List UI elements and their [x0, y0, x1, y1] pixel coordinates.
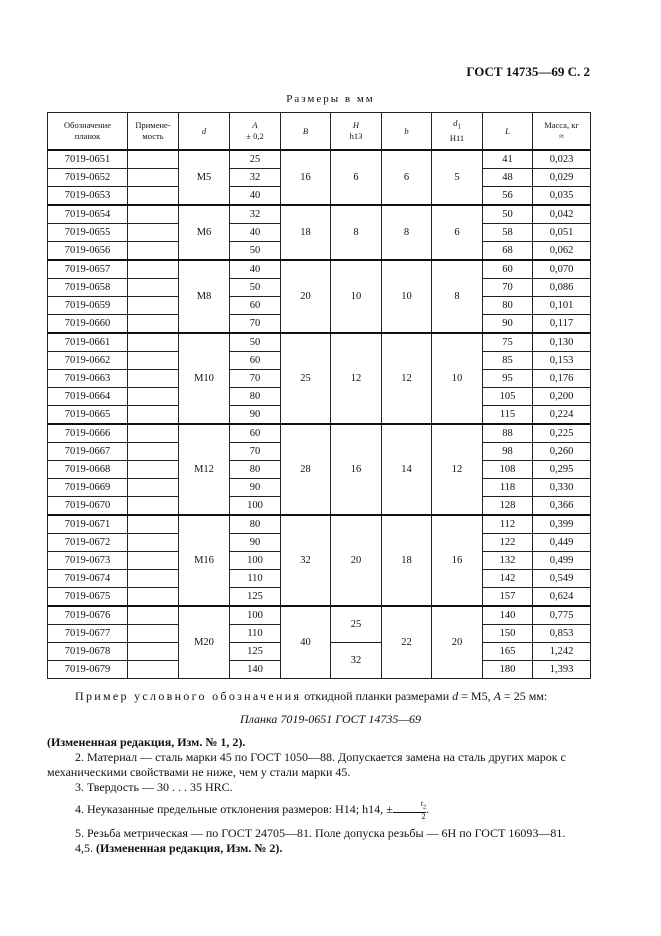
cell-application: [128, 224, 179, 242]
note-3: 3. Твердость — 30 . . . 35 HRC.: [75, 780, 233, 794]
cell-designation: 7019-0665: [48, 406, 128, 425]
cell-d: M16: [179, 515, 230, 606]
cell-mass: 0,399: [533, 515, 591, 534]
cell-h: 8: [331, 205, 382, 260]
cell-d1: 20: [432, 606, 483, 679]
cell-b-upper: 16: [281, 150, 331, 205]
cell-mass: 0,130: [533, 333, 591, 352]
cell-l: 68: [483, 242, 533, 261]
cell-designation: 7019-0679: [48, 661, 128, 679]
cell-a: 140: [230, 661, 281, 679]
cell-application: [128, 279, 179, 297]
cell-application: [128, 661, 179, 679]
cell-b-upper: 20: [281, 260, 331, 333]
cell-mass: 0,775: [533, 606, 591, 625]
cell-designation: 7019-0654: [48, 205, 128, 224]
cell-d: M10: [179, 333, 230, 424]
cell-designation: 7019-0667: [48, 443, 128, 461]
cell-a: 40: [230, 224, 281, 242]
cell-h: 16: [331, 424, 382, 515]
cell-mass: 0,224: [533, 406, 591, 425]
cell-application: [128, 205, 179, 224]
table-body: [48, 150, 591, 679]
cell-h: 32: [331, 643, 382, 679]
cell-designation: 7019-0662: [48, 352, 128, 370]
cell-a: 125: [230, 643, 281, 661]
cell-mass: 1,242: [533, 643, 591, 661]
cell-mass: 0,070: [533, 260, 591, 279]
cell-application: [128, 260, 179, 279]
cell-l: 118: [483, 479, 533, 497]
cell-a: 50: [230, 279, 281, 297]
cell-application: [128, 534, 179, 552]
cell-d: M6: [179, 205, 230, 260]
table-caption: Размеры в мм: [286, 93, 375, 105]
cell-designation: 7019-0676: [48, 606, 128, 625]
cell-b-upper: 25: [281, 333, 331, 424]
cell-l: 140: [483, 606, 533, 625]
cell-b-lower: 12: [382, 333, 432, 424]
cell-l: 108: [483, 461, 533, 479]
cell-mass: 0,624: [533, 588, 591, 607]
col-mass: Масса, кг ≈: [533, 113, 591, 151]
col-d: d: [179, 113, 230, 151]
col-l: L: [483, 113, 533, 151]
cell-d1: 10: [432, 333, 483, 424]
cell-application: [128, 643, 179, 661]
cell-designation: 7019-0652: [48, 169, 128, 187]
cell-d: M8: [179, 260, 230, 333]
cell-designation: 7019-0660: [48, 315, 128, 334]
cell-mass: 0,042: [533, 205, 591, 224]
cell-mass: 1,393: [533, 661, 591, 679]
cell-a: 90: [230, 406, 281, 425]
cell-mass: 0,035: [533, 187, 591, 206]
cell-mass: 0,101: [533, 297, 591, 315]
cell-application: [128, 333, 179, 352]
cell-designation: 7019-0678: [48, 643, 128, 661]
cell-d1: 6: [432, 205, 483, 260]
example-d-value: = M5,: [458, 689, 494, 703]
cell-l: 56: [483, 187, 533, 206]
cell-designation: 7019-0657: [48, 260, 128, 279]
col-a: A ± 0,2: [230, 113, 281, 151]
table-row: [48, 260, 591, 279]
cell-a: 70: [230, 315, 281, 334]
cell-a: 125: [230, 588, 281, 607]
example-d-symbol: d: [452, 689, 459, 703]
cell-l: 88: [483, 424, 533, 443]
cell-b-lower: 8: [382, 205, 432, 260]
cell-mass: 0,176: [533, 370, 591, 388]
cell-designation: 7019-0675: [48, 588, 128, 607]
cell-a: 60: [230, 352, 281, 370]
cell-l: 70: [483, 279, 533, 297]
cell-l: 41: [483, 150, 533, 169]
cell-application: [128, 625, 179, 643]
cell-a: 70: [230, 370, 281, 388]
cell-b-lower: 6: [382, 150, 432, 205]
cell-a: 100: [230, 497, 281, 516]
cell-l: 142: [483, 570, 533, 588]
cell-mass: 0,499: [533, 552, 591, 570]
table-row: [48, 333, 591, 352]
note-1: (Измененная редакция, Изм. № 1, 2).: [47, 735, 246, 749]
cell-designation: 7019-0668: [48, 461, 128, 479]
cell-mass: 0,449: [533, 534, 591, 552]
cell-application: [128, 424, 179, 443]
cell-mass: 0,200: [533, 388, 591, 406]
cell-a: 32: [230, 205, 281, 224]
cell-designation: 7019-0663: [48, 370, 128, 388]
cell-d: M5: [179, 150, 230, 205]
cell-mass: 0,225: [533, 424, 591, 443]
cell-l: 58: [483, 224, 533, 242]
cell-mass: 0,062: [533, 242, 591, 261]
cell-l: 105: [483, 388, 533, 406]
cell-application: [128, 497, 179, 516]
specification-table: [47, 112, 591, 679]
cell-l: 50: [483, 205, 533, 224]
cell-designation: 7019-0674: [48, 570, 128, 588]
cell-application: [128, 352, 179, 370]
cell-b-lower: 14: [382, 424, 432, 515]
cell-l: 60: [483, 260, 533, 279]
cell-d1: 16: [432, 515, 483, 606]
cell-b-upper: 18: [281, 205, 331, 260]
cell-designation: 7019-0655: [48, 224, 128, 242]
cell-application: [128, 297, 179, 315]
cell-l: 132: [483, 552, 533, 570]
cell-a: 60: [230, 297, 281, 315]
cell-d1: 8: [432, 260, 483, 333]
col-designation: Обозначение планок: [48, 113, 128, 151]
cell-mass: 0,549: [533, 570, 591, 588]
cell-mass: 0,153: [533, 352, 591, 370]
cell-application: [128, 461, 179, 479]
cell-designation: 7019-0656: [48, 242, 128, 261]
cell-l: 165: [483, 643, 533, 661]
cell-application: [128, 388, 179, 406]
cell-b-upper: 32: [281, 515, 331, 606]
cell-a: 90: [230, 534, 281, 552]
cell-a: 70: [230, 443, 281, 461]
note-4: 4. Неуказанные предельные отклонения размеров: H14; h14, ± $\frac{t_2}{2}$ .: [75, 799, 430, 821]
example-lead: Пример условного обозначения: [75, 689, 302, 703]
cell-designation: 7019-0672: [48, 534, 128, 552]
cell-mass: 0,260: [533, 443, 591, 461]
cell-mass: 0,853: [533, 625, 591, 643]
cell-application: [128, 187, 179, 206]
cell-mass: 0,330: [533, 479, 591, 497]
cell-designation: 7019-0671: [48, 515, 128, 534]
cell-l: 115: [483, 406, 533, 425]
cell-l: 75: [483, 333, 533, 352]
cell-designation: 7019-0664: [48, 388, 128, 406]
cell-application: [128, 242, 179, 261]
cell-l: 150: [483, 625, 533, 643]
table-row: [48, 606, 591, 625]
cell-a: 80: [230, 388, 281, 406]
cell-mass: 0,051: [533, 224, 591, 242]
cell-b-lower: 10: [382, 260, 432, 333]
cell-application: [128, 570, 179, 588]
table-row: [48, 515, 591, 534]
cell-designation: 7019-0659: [48, 297, 128, 315]
cell-mass: 0,117: [533, 315, 591, 334]
cell-a: 25: [230, 150, 281, 169]
cell-designation: 7019-0661: [48, 333, 128, 352]
tolerance-fraction: $\frac{t_2}{2}$: [393, 800, 427, 821]
cell-a: 90: [230, 479, 281, 497]
cell-l: 85: [483, 352, 533, 370]
cell-b-lower: 22: [382, 606, 432, 679]
cell-l: 112: [483, 515, 533, 534]
cell-h: 6: [331, 150, 382, 205]
cell-application: [128, 315, 179, 334]
table-row: [48, 205, 591, 224]
col-h: H h13: [331, 113, 382, 151]
cell-a: 110: [230, 570, 281, 588]
cell-l: 122: [483, 534, 533, 552]
table-row: [48, 424, 591, 443]
cell-application: [128, 370, 179, 388]
cell-application: [128, 150, 179, 169]
col-b-lower: b: [382, 113, 432, 151]
example-a-symbol: A: [493, 689, 501, 703]
cell-application: [128, 588, 179, 607]
cell-application: [128, 515, 179, 534]
cell-h: 25: [331, 606, 382, 643]
cell-application: [128, 479, 179, 497]
example-designation: Планка 7019-0651 ГОСТ 14735—69: [240, 712, 421, 726]
cell-a: 32: [230, 169, 281, 187]
cell-h: 20: [331, 515, 382, 606]
cell-a: 50: [230, 242, 281, 261]
cell-b-lower: 18: [382, 515, 432, 606]
col-d1: $d_1$ H11: [432, 113, 483, 151]
cell-designation: 7019-0673: [48, 552, 128, 570]
cell-mass: 0,023: [533, 150, 591, 169]
cell-h: 12: [331, 333, 382, 424]
designation-example: [75, 689, 595, 704]
cell-a: 80: [230, 461, 281, 479]
cell-designation: 7019-0651: [48, 150, 128, 169]
cell-application: [128, 169, 179, 187]
cell-application: [128, 443, 179, 461]
cell-application: [128, 606, 179, 625]
cell-mass: 0,295: [533, 461, 591, 479]
example-a-value: = 25 мм:: [500, 689, 548, 703]
cell-b-upper: 40: [281, 606, 331, 679]
cell-d: M12: [179, 424, 230, 515]
cell-a: 110: [230, 625, 281, 643]
cell-a: 50: [230, 333, 281, 352]
note-6: 4,5. (Измененная редакция, Изм. № 2).: [75, 840, 283, 855]
cell-l: 128: [483, 497, 533, 516]
cell-designation: 7019-0669: [48, 479, 128, 497]
cell-l: 157: [483, 588, 533, 607]
cell-l: 80: [483, 297, 533, 315]
cell-l: 180: [483, 661, 533, 679]
cell-h: 10: [331, 260, 382, 333]
cell-designation: 7019-0666: [48, 424, 128, 443]
cell-d: M20: [179, 606, 230, 679]
cell-l: 48: [483, 169, 533, 187]
col-b-upper: B: [281, 113, 331, 151]
cell-l: 90: [483, 315, 533, 334]
cell-designation: 7019-0677: [48, 625, 128, 643]
cell-designation: 7019-0658: [48, 279, 128, 297]
cell-d1: 12: [432, 424, 483, 515]
cell-mass: 0,029: [533, 169, 591, 187]
note-2: 2. Материал — сталь марки 45 по ГОСТ 1050—88. Допускается замена на сталь других марок с механическими свойствами не ниже, чем у стали марки 45.: [47, 750, 566, 779]
cell-l: 98: [483, 443, 533, 461]
table-header-row: [48, 113, 591, 151]
cell-a: 100: [230, 552, 281, 570]
cell-a: 100: [230, 606, 281, 625]
cell-application: [128, 552, 179, 570]
cell-designation: 7019-0670: [48, 497, 128, 516]
cell-mass: 0,366: [533, 497, 591, 516]
cell-mass: 0,086: [533, 279, 591, 297]
table-row: [48, 150, 591, 169]
cell-b-upper: 28: [281, 424, 331, 515]
note-5: 5. Резьба метрическая — по ГОСТ 24705—81. Поле допуска резьбы — 6H по ГОСТ 16093—81.: [75, 825, 566, 840]
cell-a: 40: [230, 260, 281, 279]
col-application: Примене- мость: [128, 113, 179, 151]
example-text: откидной планки размерами: [301, 689, 453, 703]
cell-designation: 7019-0653: [48, 187, 128, 206]
cell-a: 40: [230, 187, 281, 206]
page-header: ГОСТ 14735—69 С. 2: [466, 64, 590, 79]
cell-a: 60: [230, 424, 281, 443]
cell-d1: 5: [432, 150, 483, 205]
cell-application: [128, 406, 179, 425]
cell-a: 80: [230, 515, 281, 534]
cell-l: 95: [483, 370, 533, 388]
notes-section: [47, 735, 592, 856]
